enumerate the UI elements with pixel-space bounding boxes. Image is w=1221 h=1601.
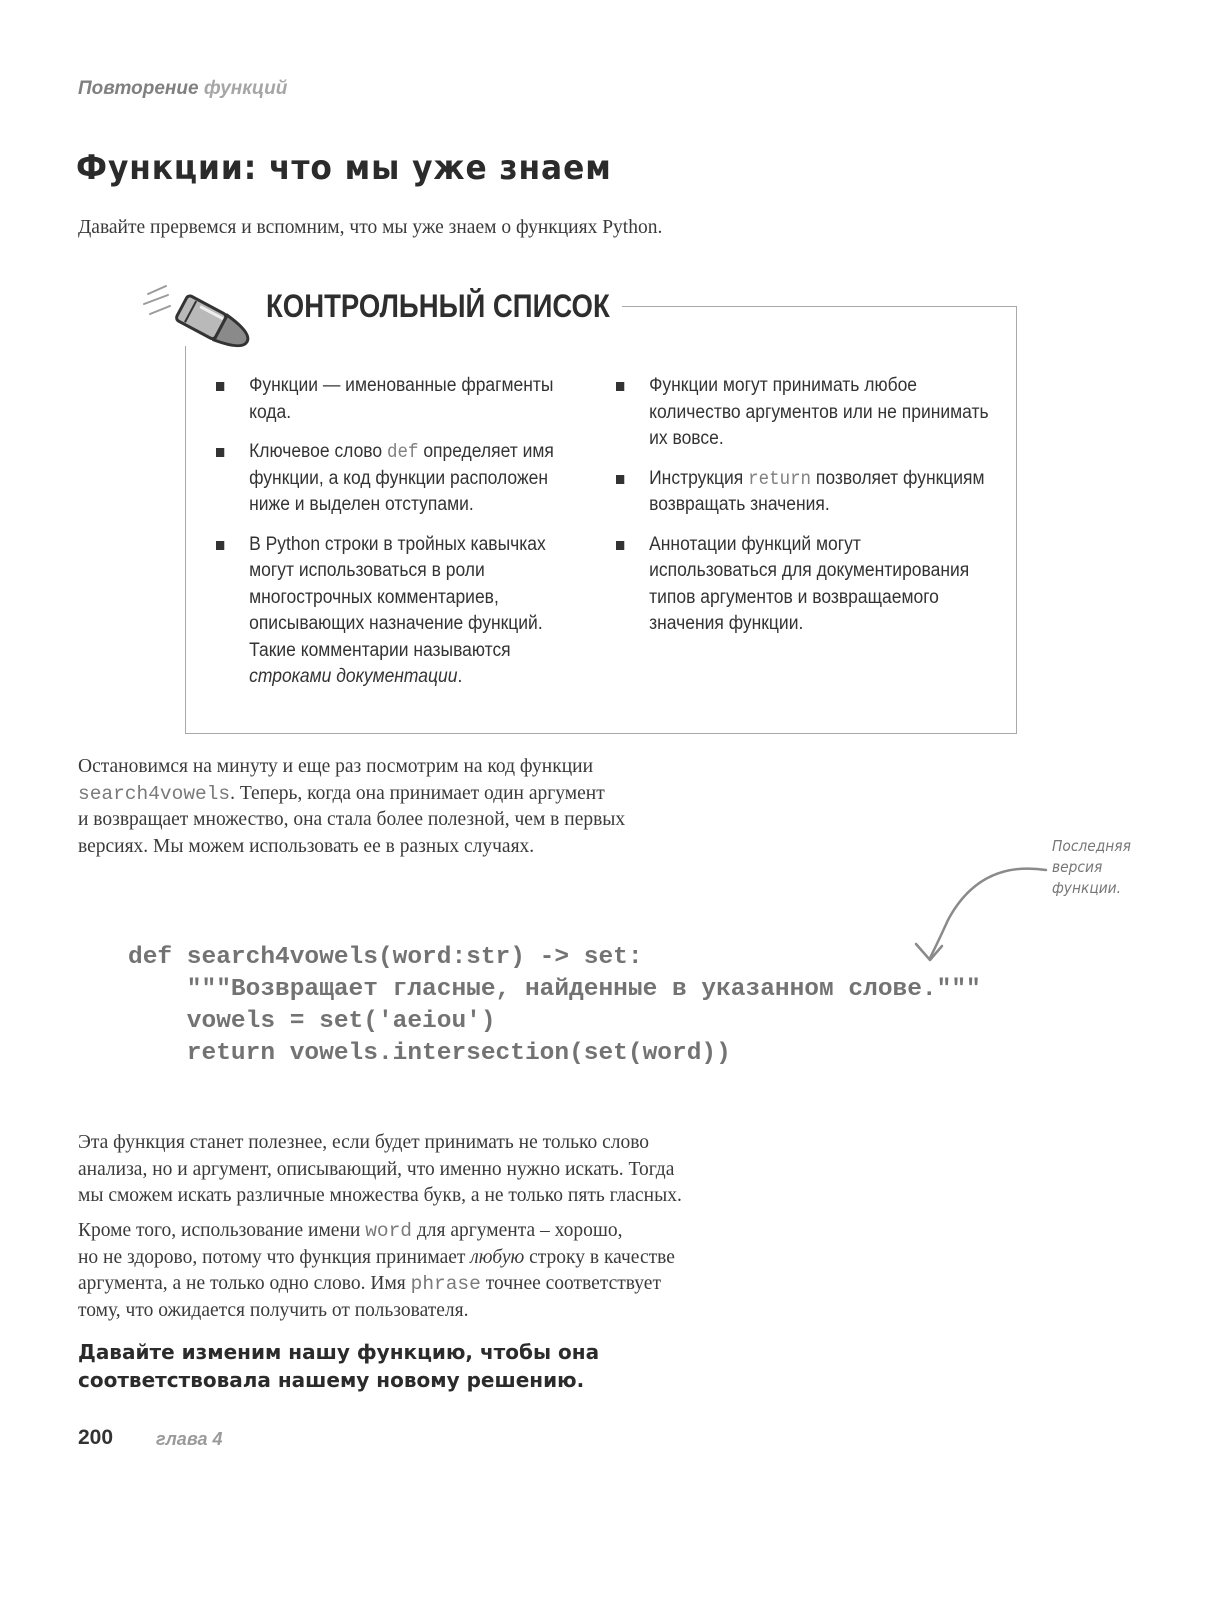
intro-paragraph: Давайте прервемся и вспомним, что мы уже знаем о функциях Python.	[78, 217, 663, 238]
bullet-square-icon	[616, 382, 624, 391]
running-head-part1: Повторение	[78, 78, 199, 99]
bullet-square-icon	[616, 475, 624, 484]
running-head	[78, 78, 287, 100]
code-line: def search4vowels(word:str) -> set:	[128, 944, 643, 971]
bullet-square-icon	[216, 541, 224, 550]
closing-statement: Давайте изменим нашу функцию, чтобы она соответствовала нашему новому решению.	[78, 1340, 600, 1392]
paragraph-argument-name: Кроме того, использование имени word для аргумента – хорошо, но не здорово, потому что функция принимает любую строку в качестве аргумента, а не только одно слово. Имя phrase точнее соответствует тому, что ожидается получить от пользователя.	[78, 1220, 675, 1321]
checklist-left-column	[216, 373, 575, 704]
bullet-square-icon	[216, 382, 224, 391]
chapter-label: глава 4	[156, 1429, 223, 1449]
running-head-part2: функций	[203, 78, 288, 99]
checklist-right-column	[616, 373, 993, 651]
inline-code: word	[365, 1220, 413, 1242]
page-number: 200	[78, 1426, 114, 1449]
code-line: """Возвращает гласные, найденные в указанном слове."""	[128, 976, 981, 1003]
paragraph-search4vowels: Остановимся на минуту и еще раз посмотрим на код функции search4vowels. Теперь, когда она принимает один аргумент и возвращает множество, она стала более полезной, чем в первых версиях. Мы можем использовать ее в разных случаях.	[78, 756, 626, 857]
code-line: return vowels.intersection(set(word))	[128, 1040, 731, 1067]
inline-code: def	[386, 441, 419, 463]
emphasis: строками документации	[249, 666, 458, 687]
emphasis: любую	[470, 1246, 525, 1268]
paragraph-improvement: Эта функция станет полезнее, если будет принимать не только слово анализа, но и аргумент, описывающий, что именно нужно искать. Тогда мы сможем искать различные множества букв, а не только пять гласных.	[78, 1132, 682, 1206]
checklist-item: В Python строки в тройных кавычках могут использоваться в роли многострочных комментариев, описывающих назначение функций. Такие комментарии называются строками документации.	[216, 532, 575, 691]
checklist-item: Аннотации функций могут использоваться для документирования типов аргументов и возвращаемого значения функции.	[616, 532, 993, 638]
checklist-item: Функции могут принимать любое количество аргументов или не принимать их вовсе.	[616, 373, 993, 453]
checklist-item: Ключевое слово def определяет имя функции, а код функции расположен ниже и выделен отступами.	[216, 439, 575, 519]
handwritten-annotation: Последняя версия функции.	[1052, 837, 1131, 897]
inline-code: phrase	[410, 1273, 481, 1295]
checklist-title: КОНТРОЛЬНЫЙ СПИСОК	[266, 288, 610, 324]
checklist-item: Функции — именованные фрагменты кода.	[216, 373, 575, 426]
code-block	[128, 942, 981, 1070]
inline-code: search4vowels	[78, 782, 231, 805]
inline-code: return	[748, 467, 812, 490]
checklist-item: Инструкция return позволяет функциям возвращать значения.	[616, 466, 993, 519]
bullet-icon	[140, 282, 260, 362]
page-title: Функции: что мы уже знаем	[76, 148, 612, 188]
bullet-square-icon	[616, 541, 624, 550]
code-line: vowels = set('aeiou')	[128, 1008, 496, 1035]
bullet-square-icon	[216, 448, 224, 457]
